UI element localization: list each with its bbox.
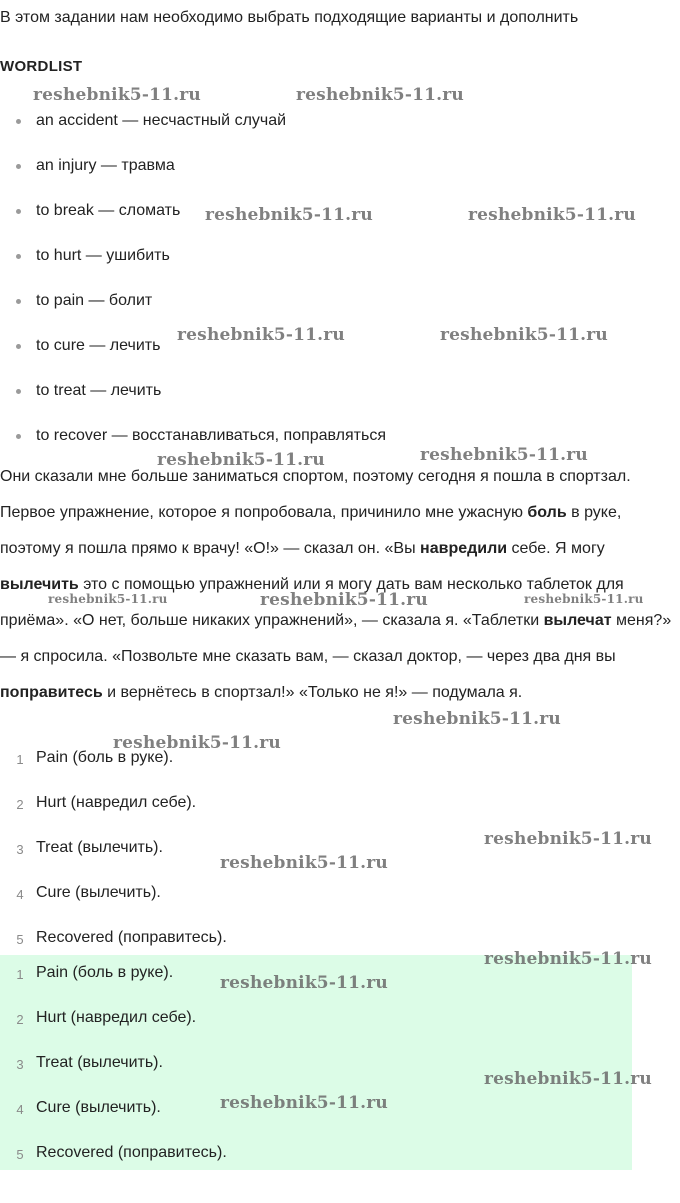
watermark-text: reshebnik5-11.ru <box>113 733 281 753</box>
list-item <box>0 110 680 155</box>
story-text: Они сказали мне больше заниматься спортом, поэтому сегодня я пошла в спортзал. Первое упражнение, которое я попробовала, причинило мне ужасную <box>0 468 631 521</box>
watermark-text: reshebnik5-11.ru <box>440 325 608 345</box>
list-item <box>0 1007 632 1052</box>
watermark-text: reshebnik5-11.ru <box>220 973 388 993</box>
wordlist-heading: WORDLIST <box>0 58 83 75</box>
list-item-text: Pain (боль в руке). <box>36 964 174 981</box>
item-number: 3 <box>16 1057 24 1072</box>
story-bold-word: боль <box>527 504 567 521</box>
item-number: 3 <box>16 842 24 857</box>
list-item-text: Treat (вылечить). <box>36 839 163 856</box>
bullet-dot-icon <box>16 299 21 304</box>
watermark-text: reshebnik5-11.ru <box>220 1093 388 1113</box>
list-item-text: Hurt (навредил себе). <box>36 794 197 811</box>
watermark-text: reshebnik5-11.ru <box>484 829 652 849</box>
list-item-text: to break — сломать <box>36 202 181 219</box>
watermark-text: reshebnik5-11.ru <box>157 450 325 470</box>
list-item-text: to treat — лечить <box>36 382 162 399</box>
item-number: 4 <box>16 887 24 902</box>
item-number: 5 <box>16 932 24 947</box>
watermark-text: reshebnik5-11.ru <box>468 205 636 225</box>
list-item <box>0 380 680 425</box>
item-number: 2 <box>16 797 24 812</box>
list-item-text: an accident — несчастный случай <box>36 112 287 129</box>
list-item <box>0 1142 632 1187</box>
list-item <box>0 245 680 290</box>
watermark-text: reshebnik5-11.ru <box>484 1069 652 1089</box>
watermark-text: reshebnik5-11.ru <box>205 205 373 225</box>
story-bold-word: поправитесь <box>0 684 103 701</box>
list-item-text: to recover — восстанавливаться, поправляться <box>36 427 387 444</box>
list-item-text: Recovered (поправитесь). <box>36 929 227 946</box>
list-item-text: Cure (вылечить). <box>36 884 161 901</box>
item-number: 1 <box>16 967 24 982</box>
list-item <box>0 155 680 200</box>
watermark-text: reshebnik5-11.ru <box>260 590 428 610</box>
list-item-text: an injury — травма <box>36 157 175 174</box>
list-item-text: Pain (боль в руке). <box>36 749 174 766</box>
watermark-text: reshebnik5-11.ru <box>420 445 588 465</box>
story-text: меня?» — я спросила. «Позвольте мне сказать вам, — сказал доктор, — через два дня вы <box>0 612 672 665</box>
watermark-text: reshebnik5-11.ru <box>393 709 561 729</box>
story-text: и вернётесь в спортзал!» «Только не я!» — подумала я. <box>102 684 523 701</box>
bullet-dot-icon <box>16 119 21 124</box>
watermark-text: reshebnik5-11.ru <box>177 325 345 345</box>
story-text: себе. Я могу <box>507 540 605 557</box>
item-number: 4 <box>16 1102 24 1117</box>
story-bold-word: навредили <box>420 540 508 557</box>
list-item-text: to cure — лечить <box>36 337 161 354</box>
bullet-dot-icon <box>16 254 21 259</box>
list-item-text: Hurt (навредил себе). <box>36 1009 197 1026</box>
list-item <box>0 882 632 927</box>
wordlist <box>0 110 680 470</box>
item-number: 2 <box>16 1012 24 1027</box>
watermark-text: reshebnik5-11.ru <box>524 592 644 606</box>
list-item-text: to pain — болит <box>36 292 153 309</box>
story-text: это с помощью упражнений или я могу дать вам несколько таблеток для приёма». «О нет, больше никаких упражнений», — сказала я. «Таблетки <box>0 576 624 629</box>
bullet-dot-icon <box>16 434 21 439</box>
bullet-dot-icon <box>16 344 21 349</box>
story-paragraph <box>0 459 676 711</box>
intro-text: В этом задании нам необходимо выбрать подходящие варианты и дополнить <box>0 9 579 26</box>
item-number: 5 <box>16 1147 24 1162</box>
watermark-text: reshebnik5-11.ru <box>33 85 201 105</box>
watermark-text: reshebnik5-11.ru <box>484 949 652 969</box>
watermark-text: reshebnik5-11.ru <box>48 592 168 606</box>
bullet-dot-icon <box>16 164 21 169</box>
story-bold-word: вылечат <box>543 612 612 629</box>
bullet-dot-icon <box>16 389 21 394</box>
list-item-text: to hurt — ушибить <box>36 247 170 264</box>
story-bold-word: вылечить <box>0 576 79 593</box>
watermark-text: reshebnik5-11.ru <box>220 853 388 873</box>
list-item-text: Cure (вылечить). <box>36 1099 161 1116</box>
watermark-text: reshebnik5-11.ru <box>296 85 464 105</box>
item-number: 1 <box>16 752 24 767</box>
list-item <box>0 747 632 792</box>
list-item-text: Treat (вылечить). <box>36 1054 163 1071</box>
list-item-text: Recovered (поправитесь). <box>36 1144 227 1161</box>
story-text: в руке, поэтому я пошла прямо к врачу! «О!» — сказал он. «Вы <box>0 504 622 557</box>
bullet-dot-icon <box>16 209 21 214</box>
